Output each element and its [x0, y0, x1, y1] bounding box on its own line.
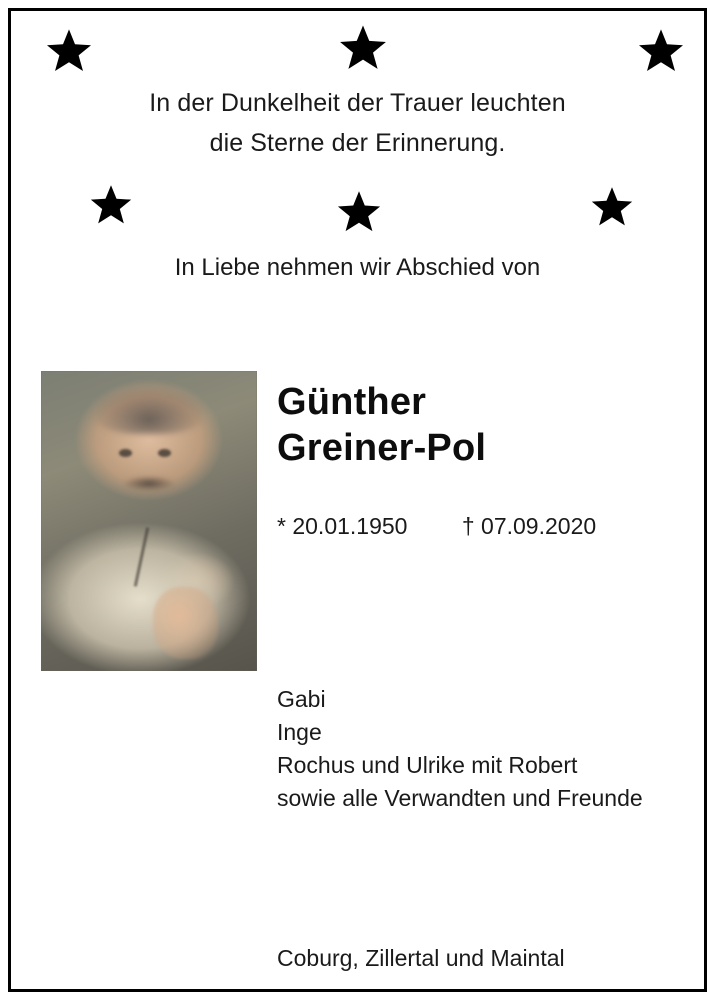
birth-symbol-icon: *: [277, 513, 286, 539]
verse-line-2: die Sterne der Erinnerung.: [209, 129, 506, 157]
memorial-verse: [11, 83, 704, 163]
birth-date-value: 20.01.1950: [292, 513, 408, 539]
death-date-value: 07.09.2020: [481, 513, 597, 539]
list-item: Inge: [277, 719, 322, 745]
places-line: Coburg, Zillertal und Maintal: [277, 945, 565, 971]
deceased-first-name: Günther: [277, 381, 427, 423]
portrait-eye-right: [158, 449, 171, 457]
farewell-line: In Liebe nehmen wir Abschied von: [174, 254, 541, 281]
deceased-last-name: Greiner-Pol: [277, 427, 487, 469]
portrait-hair: [93, 386, 205, 434]
deceased-name: [277, 379, 486, 471]
verse-line-1: In der Dunkelheit der Trauer leuchten: [149, 89, 566, 117]
mourners-list: [277, 683, 643, 815]
list-item: Rochus und Ulrike mit Robert: [277, 752, 578, 778]
list-item: Gabi: [277, 686, 326, 712]
portrait-photo: [41, 371, 257, 671]
portrait-mustache: [123, 476, 175, 491]
portrait-hand: [153, 587, 218, 659]
life-dates: [277, 511, 596, 541]
notice-frame: [8, 8, 707, 992]
cross-symbol-icon: †: [461, 513, 475, 539]
portrait-eye-left: [119, 449, 132, 457]
birth-date: [277, 513, 414, 539]
list-item: sowie alle Verwandten und Freunde: [277, 785, 643, 811]
death-date: [462, 513, 596, 539]
